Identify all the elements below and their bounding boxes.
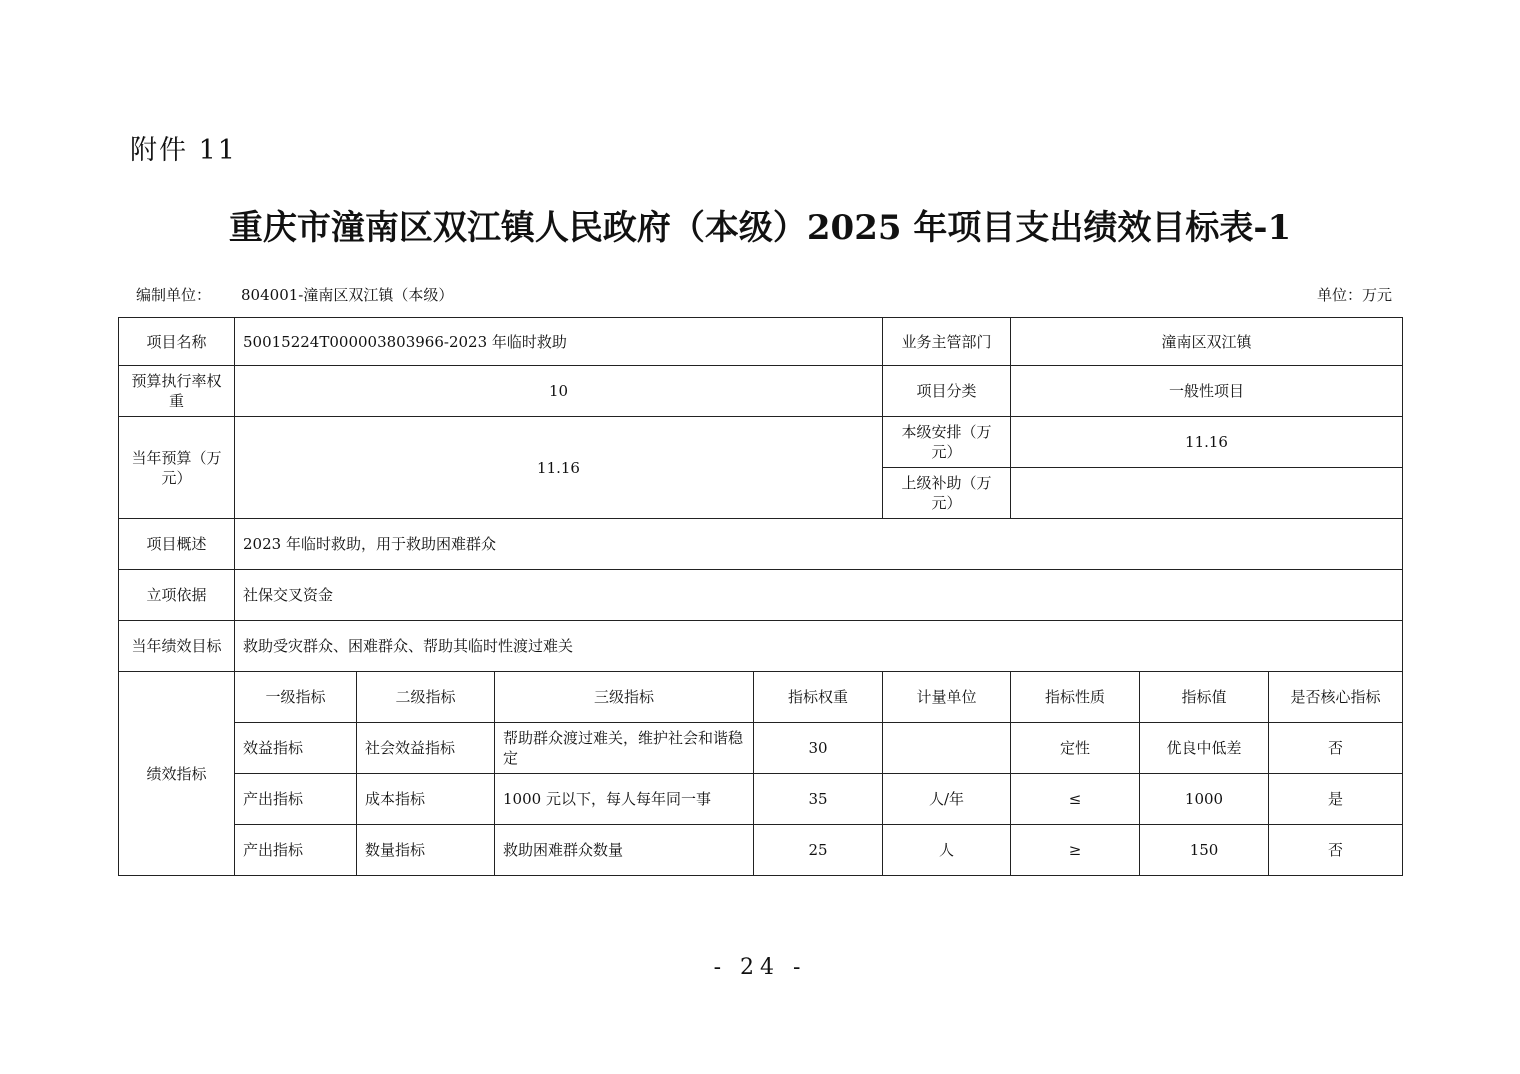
table-row <box>119 318 1403 366</box>
indicators-label: 绩效指标 <box>119 672 235 876</box>
compiling-unit <box>136 284 453 305</box>
cell-level3: 1000 元以下，每人每年同一事 <box>495 774 754 825</box>
table-row <box>119 519 1403 570</box>
local-arrange-value: 11.16 <box>1011 417 1403 468</box>
category-value: 一般性项目 <box>1011 366 1403 417</box>
compiling-unit-value: 804001-潼南区双江镇（本级） <box>241 286 454 304</box>
cell-value: 1000 <box>1140 774 1269 825</box>
table-row <box>119 570 1403 621</box>
cell-nature: ≥ <box>1011 825 1140 876</box>
overview-label: 项目概述 <box>119 519 235 570</box>
header-level1: 一级指标 <box>235 672 357 723</box>
cell-level2: 数量指标 <box>357 825 495 876</box>
cell-core: 否 <box>1269 825 1403 876</box>
local-arrange-label: 本级安排（万元） <box>883 417 1011 468</box>
category-label: 项目分类 <box>883 366 1011 417</box>
dept-value: 潼南区双江镇 <box>1011 318 1403 366</box>
budget-weight-value: 10 <box>235 366 883 417</box>
budget-weight-label: 预算执行率权重 <box>119 366 235 417</box>
cell-value: 优良中低差 <box>1140 723 1269 774</box>
upper-subsidy-label: 上级补助（万元） <box>883 468 1011 519</box>
cell-unit: 人/年 <box>883 774 1011 825</box>
cell-level3: 帮助群众渡过难关，维护社会和谐稳定 <box>495 723 754 774</box>
header-core: 是否核心指标 <box>1269 672 1403 723</box>
overview-value: 2023 年临时救助，用于救助困难群众 <box>235 519 1403 570</box>
cell-weight: 35 <box>754 774 883 825</box>
basis-value: 社保交叉资金 <box>235 570 1403 621</box>
performance-target-table <box>118 317 1403 876</box>
indicator-row <box>119 825 1403 876</box>
header-nature: 指标性质 <box>1011 672 1140 723</box>
goal-value: 救助受灾群众、困难群众、帮助其临时性渡过难关 <box>235 621 1403 672</box>
project-name-label: 项目名称 <box>119 318 235 366</box>
header-level3: 三级指标 <box>495 672 754 723</box>
cell-value: 150 <box>1140 825 1269 876</box>
goal-label: 当年绩效目标 <box>119 621 235 672</box>
page-number: - 24 - <box>713 955 807 980</box>
table-row <box>119 621 1403 672</box>
cell-unit: 人 <box>883 825 1011 876</box>
cell-nature: 定性 <box>1011 723 1140 774</box>
document-title: 重庆市潼南区双江镇人民政府（本级）2025 年项目支出绩效目标表-1 <box>228 208 1292 248</box>
dept-label: 业务主管部门 <box>883 318 1011 366</box>
header-value: 指标值 <box>1140 672 1269 723</box>
cell-weight: 25 <box>754 825 883 876</box>
upper-subsidy-value <box>1011 468 1403 519</box>
project-name-value: 50015224T000003803966-2023 年临时救助 <box>235 318 883 366</box>
cell-level1: 效益指标 <box>235 723 357 774</box>
currency-unit: 单位：万元 <box>1316 286 1392 304</box>
cell-level3: 救助困难群众数量 <box>495 825 754 876</box>
cell-nature: ≤ <box>1011 774 1140 825</box>
basis-label: 立项依据 <box>119 570 235 621</box>
header-weight: 指标权重 <box>754 672 883 723</box>
cell-core: 否 <box>1269 723 1403 774</box>
annual-budget-value: 11.16 <box>235 417 883 519</box>
indicator-row <box>119 723 1403 774</box>
table-row <box>119 417 1403 468</box>
cell-level1: 产出指标 <box>235 825 357 876</box>
header-level2: 二级指标 <box>357 672 495 723</box>
cell-level2: 成本指标 <box>357 774 495 825</box>
cell-core: 是 <box>1269 774 1403 825</box>
cell-unit <box>883 723 1011 774</box>
cell-weight: 30 <box>754 723 883 774</box>
cell-level1: 产出指标 <box>235 774 357 825</box>
table-row <box>119 366 1403 417</box>
compiling-unit-label: 编制单位： <box>136 286 212 304</box>
annual-budget-label: 当年预算（万元） <box>119 417 235 519</box>
indicator-row <box>119 774 1403 825</box>
indicator-header-row <box>119 672 1403 723</box>
header-unit: 计量单位 <box>883 672 1011 723</box>
attachment-label: 附件 11 <box>130 135 237 166</box>
cell-level2: 社会效益指标 <box>357 723 495 774</box>
